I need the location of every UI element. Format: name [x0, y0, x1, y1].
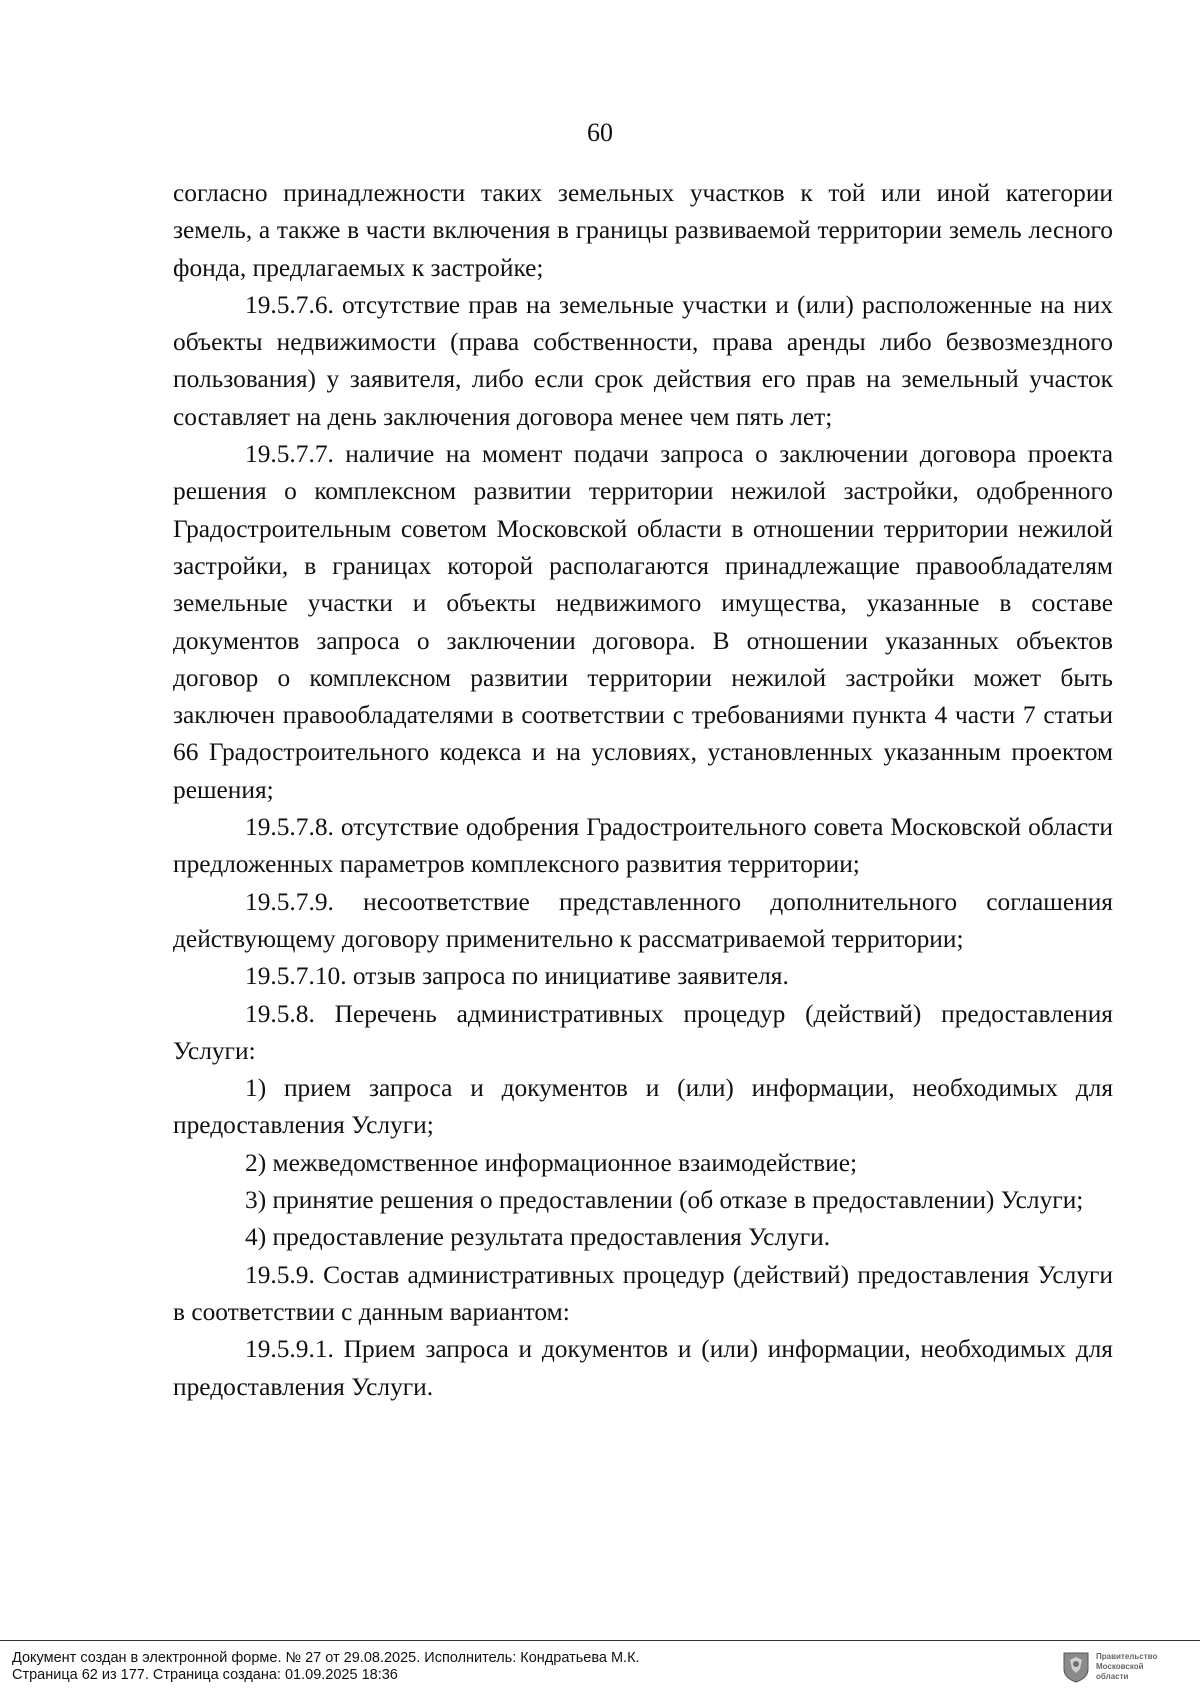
paragraph: 19.5.7.7. наличие на момент подачи запроса о заключении договора проекта решения о комплексном развитии территории нежилой застройки, одобренного Градостроительным советом Московской области в отношении территории нежилой застройки, в границах которой располагаются принадлежащие правообладателям земельные участки и объекты недвижимого имущества, указанные в составе документов запроса о заключении договора. В отношении указанных объектов договор о комплексном развитии территории нежилой застройки может быть заключен правообладателями в соответствии с требованиями пункта 4 части 7 статьи 66 Градостроительного кодекса и на условиях, установленных указанным проектом решения;: [173, 440, 1113, 804]
list-item: 4) предоставление результата предоставления Услуги.: [245, 1223, 831, 1252]
logo-text: Правительство Московской области: [1096, 1652, 1158, 1681]
government-logo: [1062, 1651, 1166, 1683]
paragraph: 19.5.9.1. Прием запроса и документов и (или) информации, необходимых для предоставления Услуги.: [173, 1335, 1113, 1401]
document-footer: [0, 1640, 1200, 1699]
paragraph: 19.5.9. Состав административных процедур (действий) предоставления Услуги в соответствии с данным вариантом:: [173, 1260, 1113, 1326]
footer-line-page: Страница 62 из 177. Страница создана: 01.09.2025 18:36: [12, 1667, 398, 1683]
document-body: [173, 175, 1113, 1406]
list-item: 2) межведомственное информационное взаимодействие;: [245, 1148, 858, 1177]
paragraph: 19.5.7.10. отзыв запроса по инициативе заявителя.: [245, 962, 789, 991]
footer-metadata: [12, 1650, 640, 1684]
list-item: 1) прием запроса и документов и (или) информации, необходимых для предоставления Услуги;: [173, 1074, 1113, 1140]
list-item: 3) принятие решения о предоставлении (об отказе в предоставлении) Услуги;: [245, 1186, 1084, 1215]
paragraph: 19.5.8. Перечень административных процедур (действий) предоставления Услуги:: [173, 999, 1113, 1065]
paragraph: 19.5.7.9. несоответствие представленного дополнительного соглашения действующему договору применительно к рассматриваемой территории;: [173, 887, 1113, 953]
paragraph: 19.5.7.8. отсутствие одобрения Градостроительного совета Московской области предложенных параметров комплексного развития территории;: [173, 813, 1113, 879]
page-number: 60: [587, 118, 613, 147]
paragraph: 19.5.7.6. отсутствие прав на земельные участки и (или) расположенные на них объекты недвижимости (права собственности, права аренды либо безвозмездного пользования) у заявителя, либо если срок действия его прав на земельный участок составляет на день заключения договора менее чем пять лет;: [173, 290, 1113, 431]
footer-line-document: Документ создан в электронной форме. № 27 от 29.08.2025. Исполнитель: Кондратьева М.К.: [12, 1650, 640, 1666]
coat-of-arms-icon: [1062, 1651, 1090, 1683]
paragraph: согласно принадлежности таких земельных участков к той или иной категории земель, а также в части включения в границы развиваемой территории земель лесного фонда, предлагаемых к застройке;: [173, 179, 1113, 282]
